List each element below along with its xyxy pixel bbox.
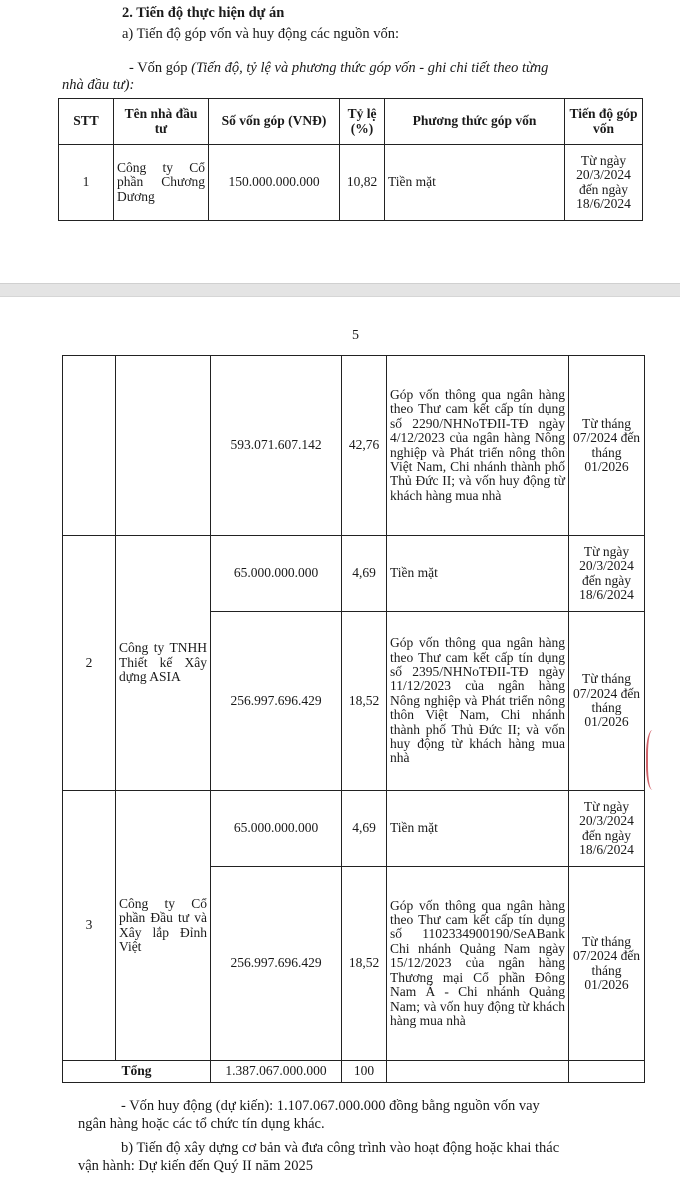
cell-capital: 65.000.000.000 [211, 791, 342, 867]
margin-stamp [646, 730, 662, 790]
cell-stt: 2 [63, 536, 116, 791]
table-row [63, 536, 645, 612]
capital-table-top [58, 98, 643, 221]
table-row [63, 356, 645, 536]
page-break-divider [0, 283, 680, 297]
header-schedule: Tiến độ góp vốn [565, 99, 643, 145]
mobilized-capital-line: - Vốn huy động (dự kiến): 1.107.067.000.000 đồng bằng nguồn vốn vay [121, 1098, 540, 1114]
cell-ratio: 10,82 [340, 145, 385, 221]
cell-method: Tiền mặt [385, 145, 565, 221]
total-label: Tổng [63, 1061, 211, 1083]
cell-ratio: 4,69 [342, 791, 387, 867]
cell-ratio: 42,76 [342, 356, 387, 536]
section-title: 2. Tiến độ thực hiện dự án [122, 5, 285, 21]
contribution-intro-note-cont: nhà đầu tư): [62, 77, 135, 93]
table-total-row [63, 1061, 645, 1083]
total-capital: 1.387.067.000.000 [211, 1061, 342, 1083]
table-row [59, 145, 643, 221]
cell-ratio: 18,52 [342, 612, 387, 791]
subsection-a-heading: a) Tiến độ góp vốn và huy động các nguồn vốn: [122, 26, 400, 42]
cell-investor: Công ty Cổ phần Đầu tư và Xây lắp Đỉnh Việt [116, 791, 211, 1061]
total-method-empty [387, 1061, 569, 1083]
header-stt: STT [59, 99, 114, 145]
cell-ratio: 18,52 [342, 867, 387, 1061]
page-number: 5 [352, 328, 359, 343]
cell-schedule: Từ ngày 20/3/2024 đến ngày 18/6/2024 [565, 145, 643, 221]
contribution-intro-note: (Tiến độ, tỷ lệ và phương thức góp vốn - ghi chi tiết theo từng [191, 60, 549, 76]
cell-schedule: Từ tháng 07/2024 đến tháng 01/2026 [569, 612, 645, 791]
table-row [63, 791, 645, 867]
cell-schedule: Từ ngày 20/3/2024 đến ngày 18/6/2024 [569, 791, 645, 867]
subsection-b-heading: b) Tiến độ xây dựng cơ bản và đưa công trình vào hoạt động hoặc khai thác [121, 1140, 560, 1156]
header-capital: Số vốn góp (VNĐ) [209, 99, 340, 145]
mobilized-capital-line-cont: ngân hàng hoặc các tổ chức tín dụng khác. [78, 1116, 325, 1132]
cell-capital: 256.997.696.429 [211, 867, 342, 1061]
capital-contribution-intro [129, 59, 548, 77]
contribution-intro-dash: - Vốn góp [129, 60, 192, 76]
cell-ratio: 4,69 [342, 536, 387, 612]
cell-stt: 3 [63, 791, 116, 1061]
total-schedule-empty [569, 1061, 645, 1083]
total-ratio: 100 [342, 1061, 387, 1083]
cell-capital: 256.997.696.429 [211, 612, 342, 791]
cell-capital: 150.000.000.000 [209, 145, 340, 221]
header-method: Phương thức góp vốn [385, 99, 565, 145]
table-header-row [59, 99, 643, 145]
cell-investor: Công ty Cổ phần Chương Dương [114, 145, 209, 221]
cell-stt: 1 [59, 145, 114, 221]
cell-stt-empty [63, 356, 116, 536]
cell-capital: 593.071.607.142 [211, 356, 342, 536]
cell-investor: Công ty TNHH Thiết kế Xây dựng ASIA [116, 536, 211, 791]
header-investor: Tên nhà đầu tư [114, 99, 209, 145]
cell-capital: 65.000.000.000 [211, 536, 342, 612]
cell-investor-empty [116, 356, 211, 536]
cell-method: Góp vốn thông qua ngân hàng theo Thư cam kết cấp tín dụng số 1102334900190/SeABank Chi nhánh Quảng Nam ngày 15/12/2023 của ngân hàng Thương mại Cổ phần Đông Nam Á - Chi nhánh Quảng Nam; và vốn huy động từ khách hàng mua nhà [387, 867, 569, 1061]
cell-method: Góp vốn thông qua ngân hàng theo Thư cam kết cấp tín dụng số 2395/NHNoTĐII-TĐ ngày 11/12/2023 của ngân hàng Nông nghiệp và Phát triển nông thôn Việt Nam, Chi nhánh thành phố Thủ Đức II; và vốn huy động từ khách hàng mua nhà [387, 612, 569, 791]
cell-method: Tiền mặt [387, 791, 569, 867]
cell-schedule: Từ tháng 07/2024 đến tháng 01/2026 [569, 356, 645, 536]
cell-method: Góp vốn thông qua ngân hàng theo Thư cam kết cấp tín dụng số 2290/NHNoTĐII-TĐ ngày 4/12/2023 của ngân hàng Nông nghiệp và Phát triển nông thôn Việt Nam, Chi nhánh thành phố Thủ Đức II; và vốn huy động từ khách hàng mua nhà [387, 356, 569, 536]
cell-method: Tiền mặt [387, 536, 569, 612]
cell-schedule: Từ ngày 20/3/2024 đến ngày 18/6/2024 [569, 536, 645, 612]
capital-table-continued [62, 355, 645, 1083]
subsection-b-heading-cont: vận hành: Dự kiến đến Quý II năm 2025 [78, 1158, 313, 1174]
header-ratio: Tỷ lệ (%) [340, 99, 385, 145]
cell-schedule: Từ tháng 07/2024 đến tháng 01/2026 [569, 867, 645, 1061]
